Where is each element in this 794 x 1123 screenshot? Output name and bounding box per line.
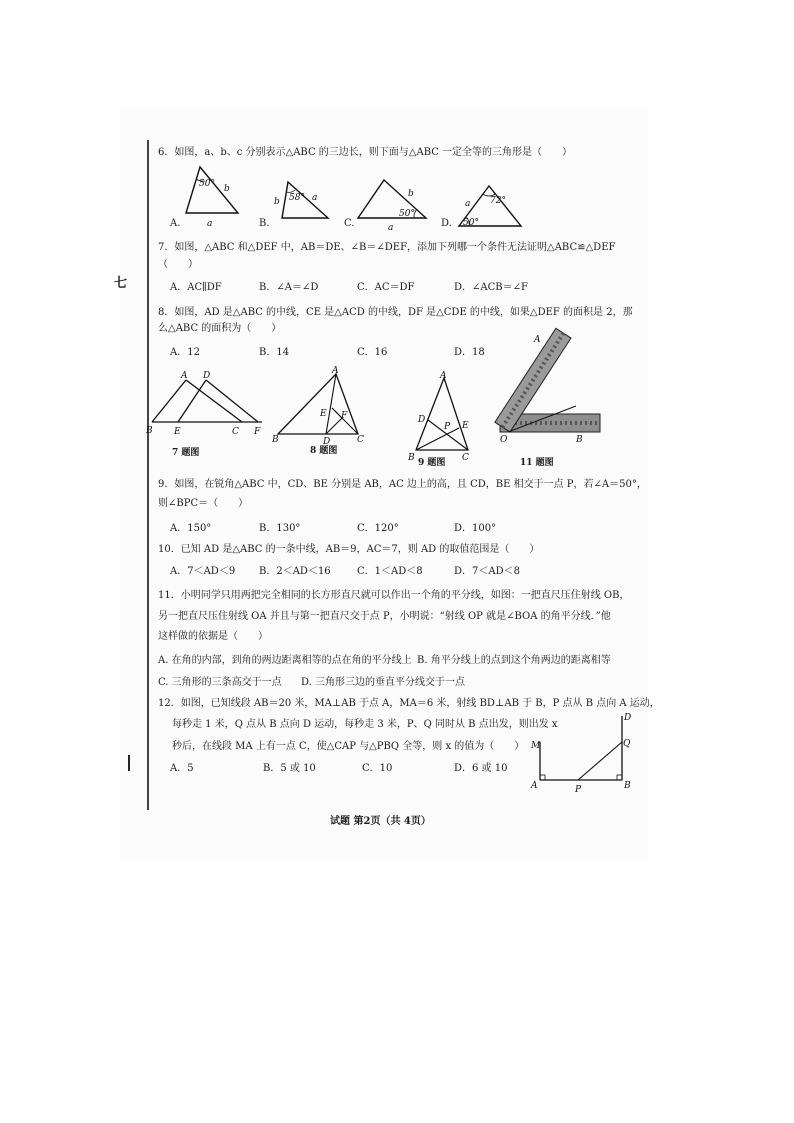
q7-option-c: C．AC＝DF bbox=[357, 282, 415, 293]
q6b-side-b-label: b bbox=[274, 197, 280, 207]
q9-stem: 9．如图，在锐角△ABC 中，CD、BE 分别是 AB，AC 边上的高，且 CD，BE 相交于一点 P，若∠A＝50°， bbox=[158, 479, 647, 490]
q11-stem-last: 这样做的依据是（ ） bbox=[158, 631, 268, 642]
q12-option-d: D．6 或 10 bbox=[454, 763, 508, 774]
q6-option-d: D. bbox=[441, 218, 452, 229]
q8-option-c: C．16 bbox=[357, 347, 388, 358]
f7-label-d: D bbox=[203, 371, 211, 381]
q7-stem: 7．如图，△ABC 和△DEF 中，AB＝DE、∠B＝∠DEF，添加下列哪一个条件无法证明△ABC≌△DEF bbox=[158, 242, 616, 253]
triangle-abc bbox=[278, 374, 358, 434]
q12-option-c: C．10 bbox=[362, 763, 393, 774]
q7-stem-continued: （ ） bbox=[158, 259, 198, 270]
q6d-top-angle-label: 72° bbox=[490, 196, 506, 206]
ruler-oa-texture bbox=[502, 333, 563, 427]
q11-stem: 11．小明同学只用两把完全相同的长方形直尺就可以作出一个角的平分线，如图：一把直尺压住射线 OB， bbox=[158, 590, 630, 601]
f8-label-e: E bbox=[320, 409, 327, 419]
f8-label-f: F bbox=[341, 411, 348, 421]
page-edge-line bbox=[147, 140, 149, 810]
figure-8 bbox=[270, 366, 370, 447]
right-angle-b bbox=[617, 775, 622, 780]
f11-label-a: A bbox=[534, 335, 541, 345]
q6c-side-b-label: b bbox=[408, 189, 414, 199]
q6c-side-a-label: a bbox=[388, 223, 394, 233]
q12-stem: 12．如图，已知线段 AB＝20 米，MA⊥AB 于点 A，MA＝6 米，射线 BD⊥AB 于 B，P 点从 B 点向 A 运动， bbox=[158, 698, 660, 709]
f8-label-c: C bbox=[357, 435, 364, 445]
segment-ed bbox=[178, 380, 206, 422]
f8-label-d: D bbox=[323, 437, 331, 447]
segment-ba bbox=[152, 380, 186, 422]
q6-figure-a bbox=[180, 165, 250, 235]
q8-option-a: A．12 bbox=[170, 347, 200, 358]
f11-label-o: O bbox=[500, 435, 508, 445]
f7-label-e: E bbox=[174, 427, 181, 437]
q6-figure-c bbox=[356, 176, 436, 236]
right-angle-a bbox=[540, 775, 545, 780]
q8-option-d: D．18 bbox=[454, 347, 485, 358]
q12-label-d: D bbox=[624, 713, 632, 723]
f9-label-e: E bbox=[462, 421, 469, 431]
segment-pq bbox=[578, 742, 622, 780]
q9-option-b: B．130° bbox=[259, 523, 301, 534]
q6-stem: 6．如图，a、b、c 分别表示△ABC 的三边长，则下面与△ABC 一定全等的三角形是（ ） bbox=[158, 147, 573, 158]
f8-label-a: A bbox=[332, 366, 339, 376]
q11-option-b: B. 角平分线上的点到这个角两边的距离相等 bbox=[417, 655, 611, 666]
q11-option-a: A. 在角的内部，到角的两边距离相等的点在角的平分线上 bbox=[158, 655, 412, 666]
f8-label-b: B bbox=[272, 435, 279, 445]
f9-label-b: B bbox=[408, 453, 415, 463]
q10-stem: 10．已知 AD 是△ABC 的一条中线，AB＝9，AC＝7，则 AD 的取值范围是（ ） bbox=[158, 544, 540, 555]
figure-8-caption: 8 题图 bbox=[310, 446, 338, 456]
q10-option-d: D．7＜AD＜8 bbox=[454, 566, 520, 577]
f9-label-d: D bbox=[418, 415, 426, 425]
q6a-side-a-label: a bbox=[207, 219, 213, 229]
q6-option-c: C. bbox=[344, 218, 355, 229]
f7-label-a: A bbox=[181, 371, 188, 381]
q8-option-b: B．14 bbox=[259, 347, 290, 358]
q6b-angle-label: 58° bbox=[289, 193, 305, 203]
q6c-angle-label: 50° bbox=[399, 209, 415, 219]
figure-11-caption: 11 题图 bbox=[520, 458, 554, 468]
side-mark: 七 bbox=[114, 276, 128, 291]
q12-label-m: M bbox=[531, 741, 541, 751]
q11-option-c: C. 三角形的三条高交于一点 bbox=[158, 677, 282, 688]
q7-option-b: B．∠A＝∠D bbox=[259, 282, 319, 293]
f9-label-c: C bbox=[462, 453, 469, 463]
q6a-side-b-label: b bbox=[224, 184, 230, 194]
triangle-abc bbox=[416, 378, 468, 450]
q9-option-a: A．150° bbox=[170, 523, 212, 534]
q9-option-d: D．100° bbox=[454, 523, 497, 534]
q12-stem-last: 秒后，在线段 MA 上有一点 C，使△CAP 与△PBQ 全等，则 x 的值为（ ） bbox=[172, 741, 525, 752]
q8-stem: 8．如图，AD 是△ABC 的中线，CE 是△ACD 的中线，DF 是△CDE 的中线，如果△DEF 的面积是 2，那 bbox=[158, 307, 633, 318]
q12-label-p: P bbox=[575, 785, 582, 795]
q6d-left-angle-label: 50° bbox=[463, 218, 479, 228]
figure-7-caption: 7 题图 bbox=[172, 448, 200, 458]
q10-option-b: B．2＜AD＜16 bbox=[259, 566, 331, 577]
q6a-angle-label: 50° bbox=[199, 179, 215, 189]
q9-stem-continued: 则∠BPC＝（ ） bbox=[158, 498, 249, 509]
q7-option-a: A．AC∥DF bbox=[170, 282, 222, 293]
margin-tick bbox=[128, 755, 130, 771]
f11-label-b: B bbox=[576, 435, 583, 445]
q10-option-c: C．1＜AD＜8 bbox=[357, 566, 423, 577]
q9-option-c: C．120° bbox=[357, 523, 399, 534]
figure-11 bbox=[494, 332, 609, 444]
q6-figure-d bbox=[455, 184, 530, 234]
q12-figure bbox=[528, 710, 638, 794]
q6d-side-a-label: a bbox=[465, 199, 471, 209]
q12-label-a: A bbox=[531, 781, 538, 791]
q12-stem-continued: 每秒走 1 米，Q 点从 B 点向 D 运动，每秒走 3 米，P、Q 同时从 B 点出发，则出发 x bbox=[172, 719, 558, 730]
f7-label-f: F bbox=[254, 427, 261, 437]
figure-7 bbox=[146, 370, 271, 440]
q6-option-b: B. bbox=[259, 218, 270, 229]
f7-label-b: B bbox=[146, 426, 153, 436]
q12-label-b: B bbox=[624, 781, 631, 791]
angle-arc bbox=[286, 190, 295, 192]
f9-label-p: P bbox=[444, 422, 451, 432]
q6-option-a: A. bbox=[170, 218, 181, 229]
q11-option-d: D. 三角形三边的垂直平分线交于一点 bbox=[301, 677, 466, 688]
q11-stem-continued: 另一把直尺压住射线 OA 并且与第一把直尺交于点 P，小明说：“射线 OP 就是∠BOA 的角平分线．”他 bbox=[158, 611, 611, 622]
page-footer: 试题 第2页（共 4页） bbox=[330, 816, 431, 827]
q12-label-q: Q bbox=[623, 739, 631, 749]
triangle-shape bbox=[358, 180, 426, 218]
triangle-shape bbox=[186, 167, 238, 213]
q10-option-a: A．7＜AD＜9 bbox=[170, 566, 236, 577]
q12-option-a: A．5 bbox=[170, 763, 194, 774]
f7-label-c: C bbox=[232, 427, 239, 437]
q6-figure-b bbox=[272, 178, 342, 238]
figure-9-caption: 9 题图 bbox=[418, 458, 446, 468]
q8-stem-continued: 么△ABC 的面积为（ ） bbox=[158, 323, 282, 334]
q6b-side-a-label: a bbox=[312, 193, 318, 203]
q7-option-d: D．∠ACB＝∠F bbox=[454, 282, 528, 293]
q12-option-b: B．5 或 10 bbox=[263, 763, 316, 774]
f9-label-a: A bbox=[440, 371, 447, 381]
